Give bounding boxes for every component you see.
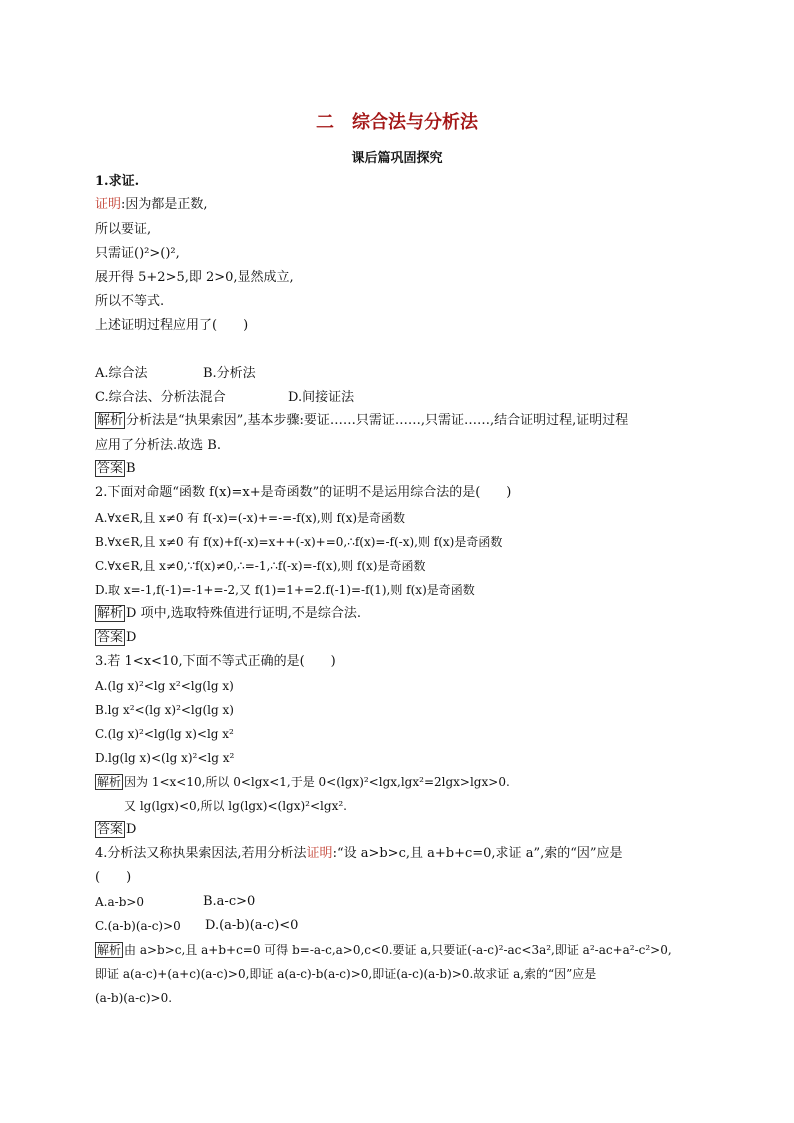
q1-proof-line: 证明:因为都是正数, [95,197,208,212]
q1-analysis: 解析 分析法是“执果索因”,基本步骤:要证……只需证……,只需证……,结合证明过程,证明过程 [97,413,629,428]
analysis-label: 解析 [97,606,124,621]
answer-label: 答案 [97,630,124,645]
q1-line-6: 上述证明过程应用了( ) [95,318,249,333]
q3-option-c: C.(lg x)²<lg(lg x)<lg x² [95,727,234,741]
q4-stem-2: ( ) [95,870,132,885]
q4-option-c: C.(a-b)(a-c)>0 [95,919,181,933]
q1-option-b: B.分析法 [203,366,256,381]
proof-label: 证明 [95,197,122,212]
q3-answer: 答案 D [97,822,137,837]
proof-label: 证明 [306,846,333,861]
q1-line-2: 所以要证, [95,222,152,237]
q3-option-a: A.(lg x)²<lg x²<lg(lg x) [95,679,234,693]
q3-option-d: D.lg(lg x)<(lg x)²<lg x² [95,751,235,765]
q2-stem: 2.下面对命题“函数 f(x)=x+是奇函数”的证明不是运用综合法的是( ) [95,485,512,500]
q1-line-4: 展开得 5+2>5,即 2>0,显然成立, [95,270,294,285]
page-subtitle: 课后篇巩固探究 [351,151,443,166]
q4-option-d: D.(a-b)(a-c)<0 [205,918,299,933]
q3-option-b: B.lg x²<(lg x)²<lg(lg x) [95,703,234,717]
q2-option-d: D.取 x=-1,f(-1)=-1+=-2,又 f(1)=1+=2.f(-1)=-f(1),则 f(x)是奇函数 [95,583,475,597]
answer-label: 答案 [97,461,124,476]
section-title: 综合法与分析法 [352,112,478,133]
q4-analysis-3: (a-b)(a-c)>0. [95,991,173,1005]
q1-option-c: C.综合法、分析法混合 [95,390,226,405]
q4-analysis-2: 即证 a(a-c)+(a+c)(a-c)>0,即证 a(a-c)-b(a-c)>0,即证(a-c)(a-b)>0.故求证 a,索的“因”应是 [95,967,597,981]
section-number: 二 [316,112,334,133]
q4-option-b: B.a-c>0 [203,894,256,909]
q2-analysis: 解析 D 项中,选取特殊值进行证明,不是综合法. [97,606,361,621]
q1-analysis-2: 应用了分析法.故选 B. [95,438,221,453]
q1-line-5: 所以不等式. [95,294,165,309]
q1-line-3: 只需证()²>()², [95,246,180,261]
q1-stem: 1.求证. [95,174,140,189]
analysis-label: 解析 [97,943,122,957]
q2-option-c: C.∀x∈R,且 x≠0,∵f(x)≠0,∴=-1,∴f(-x)=-f(x),则 f(x)是奇函数 [95,559,426,573]
q2-option-b: B.∀x∈R,且 x≠0 有 f(x)+f(-x)=x++(-x)+=0,∴f(x)=-f(-x),则 f(x)是奇函数 [95,535,503,549]
q2-option-a: A.∀x∈R,且 x≠0 有 f(-x)=(-x)+=-=-f(x),则 f(x)是奇函数 [95,511,406,525]
q1-option-a: A.综合法 [95,366,148,381]
page-title [0,108,794,134]
q4-analysis: 解析 由 a>b>c,且 a+b+c=0 可得 b=-a-c,a>0,c<0.要证 a,只要证(-a-c)²-ac<3a²,即证 a²-ac+a²-c²>0, [97,943,672,957]
q1-option-d: D.间接证法 [288,390,355,405]
analysis-label: 解析 [97,775,122,789]
q3-analysis-2: 又 lg(lgx)<0,所以 lg(lgx)<(lgx)²<lgx². [124,799,347,813]
q2-answer: 答案 D [97,630,137,645]
q4-stem: 4.分析法又称执果索因法,若用分析法证明:“设 a>b>c,且 a+b+c=0,求证 a”,索的“因”应是 [95,846,623,861]
q3-stem: 3.若 1<x<10,下面不等式正确的是( ) [95,654,336,669]
analysis-label: 解析 [97,413,124,428]
q4-option-a: A.a-b>0 [95,895,145,909]
q3-analysis: 解析 因为 1<x<10,所以 0<lgx<1,于是 0<(lgx)²<lgx,lgx²=2lgx>lgx>0. [97,775,510,789]
q1-answer: 答案 B [97,461,136,476]
answer-label: 答案 [97,822,124,837]
